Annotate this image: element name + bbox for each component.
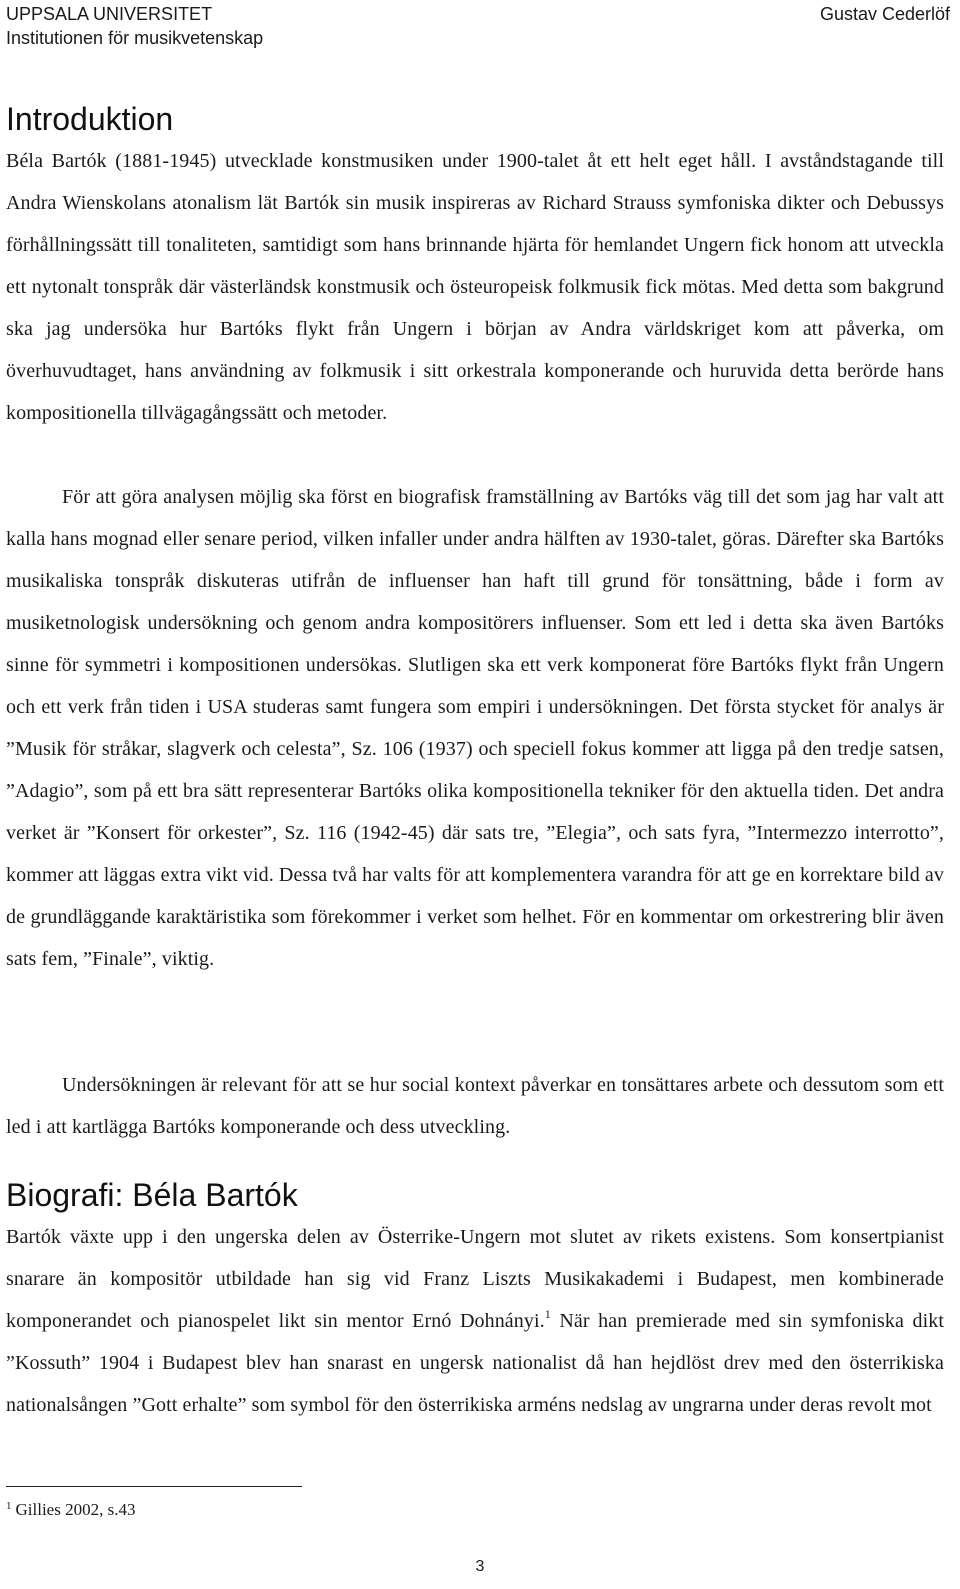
bio-text-part-1: Bartók växte upp i den ungerska delen av Österrike-Ungern mot slutet av rikets existens. Som konsertpianist snarare än kompositör utbildade han sig vid Franz Liszts Musikakademi i Budapest, men kombinerade komponerandet och pianospelet likt sin mentor Ernó Dohnányi. [6, 1226, 944, 1332]
bio-text-part-2: När han premierade med sin symfoniska dikt ”Kossuth” 1904 i Budapest blev han snarast en ungersk nationalist då han hejdlöst drev med den österrikiska nationalsången ”Gott erhalte” som symbol för den österrikiska arméns nedslag av ungrarna under deras revolt mot [6, 1310, 944, 1416]
author-name: Gustav Cederlöf [819, 4, 950, 24]
university-name: UPPSALA UNIVERSITET [6, 4, 213, 24]
footnote-number: 1 [6, 1500, 12, 1512]
page-header [6, 0, 950, 52]
page-number: 3 [475, 1558, 485, 1575]
bio-paragraph-1 [6, 1216, 944, 1426]
department-name: Institutionen för musikvetenskap [6, 28, 264, 48]
footnote-separator [6, 1486, 302, 1487]
intro-paragraph-1: Béla Bartók (1881-1945) utvecklade konstmusiken under 1900-talet åt ett helt eget håll. I avståndstagande till Andra Wienskolans atonalism lät Bartók sin musik inspireras av Richard Strauss symfoniska dikter och Debussys förhållningssätt till tonaliteten, samtidigt som hans brinnande hjärta för hemlandet Ungern fick honom att utveckla ett nytonalt tonspråk där västerländsk konstmusik och östeuropeisk folkmusik fick mötas. Med detta som bakgrund ska jag undersöka hur Bartóks flykt från Ungern i början av Andra världskriget kom att påverka, om överhuvudtaget, hans användning av folkmusik i sitt orkestrala komponerande och huruvida detta berörde hans kompositionella tillvägagångssätt och metoder. [6, 150, 944, 424]
footnote-text: Gillies 2002, s.43 [15, 1500, 136, 1519]
section-heading-introduction: Introduktion [6, 101, 174, 137]
footnote [6, 1498, 135, 1522]
intro-paragraph-2: För att göra analysen möjlig ska först en biografisk framställning av Bartóks väg till det som jag har valt att kalla hans mognad eller senare period, vilken infaller under andra hälften av 1930-talet, göras. Därefter ska Bartóks musikaliska tonspråk diskuteras utifrån de influenser han haft till grund för tonsättning, både i form av musiketnologisk undersökning och genom andra kompositörers influenser. Som ett led i detta ska även Bartóks sinne för symmetri i kompositionen undersökas. Slutligen ska ett verk komponerat före Bartóks flykt från Ungern och ett verk från tiden i USA studeras samt fungera som empiri i undersökningen. Det första stycket för analys är ”Musik för stråkar, slagverk och celesta”, Sz. 106 (1937) och speciell fokus kommer att ligga på den tredje satsen, ”Adagio”, som på ett bra sätt representerar Bartóks olika kompositionella tekniker för den aktuella tiden. Det andra verket är ”Konsert för orkester”, Sz. 116 (1942-45) där sats tre, ”Elegia”, och sats fyra, ”Intermezzo interrotto”, kommer att läggas extra vikt vid. Dessa två har valts för att komplementera varandra för att ge en korrektare bild av de grundläggande karaktäristika som förekommer i verket som helhet. För en kommentar om orkestrering blir även sats fem, ”Finale”, viktig. [6, 486, 944, 970]
section-heading-biography: Biografi: Béla Bartók [6, 1177, 298, 1213]
header-left [6, 2, 263, 50]
intro-paragraph-3: Undersökningen är relevant för att se hur social kontext påverkar en tonsättares arbete och dessutom som ett led i att kartlägga Bartóks komponerande och dess utveckling. [6, 1074, 944, 1138]
footnote-reference[interactable]: 1 [544, 1307, 551, 1321]
